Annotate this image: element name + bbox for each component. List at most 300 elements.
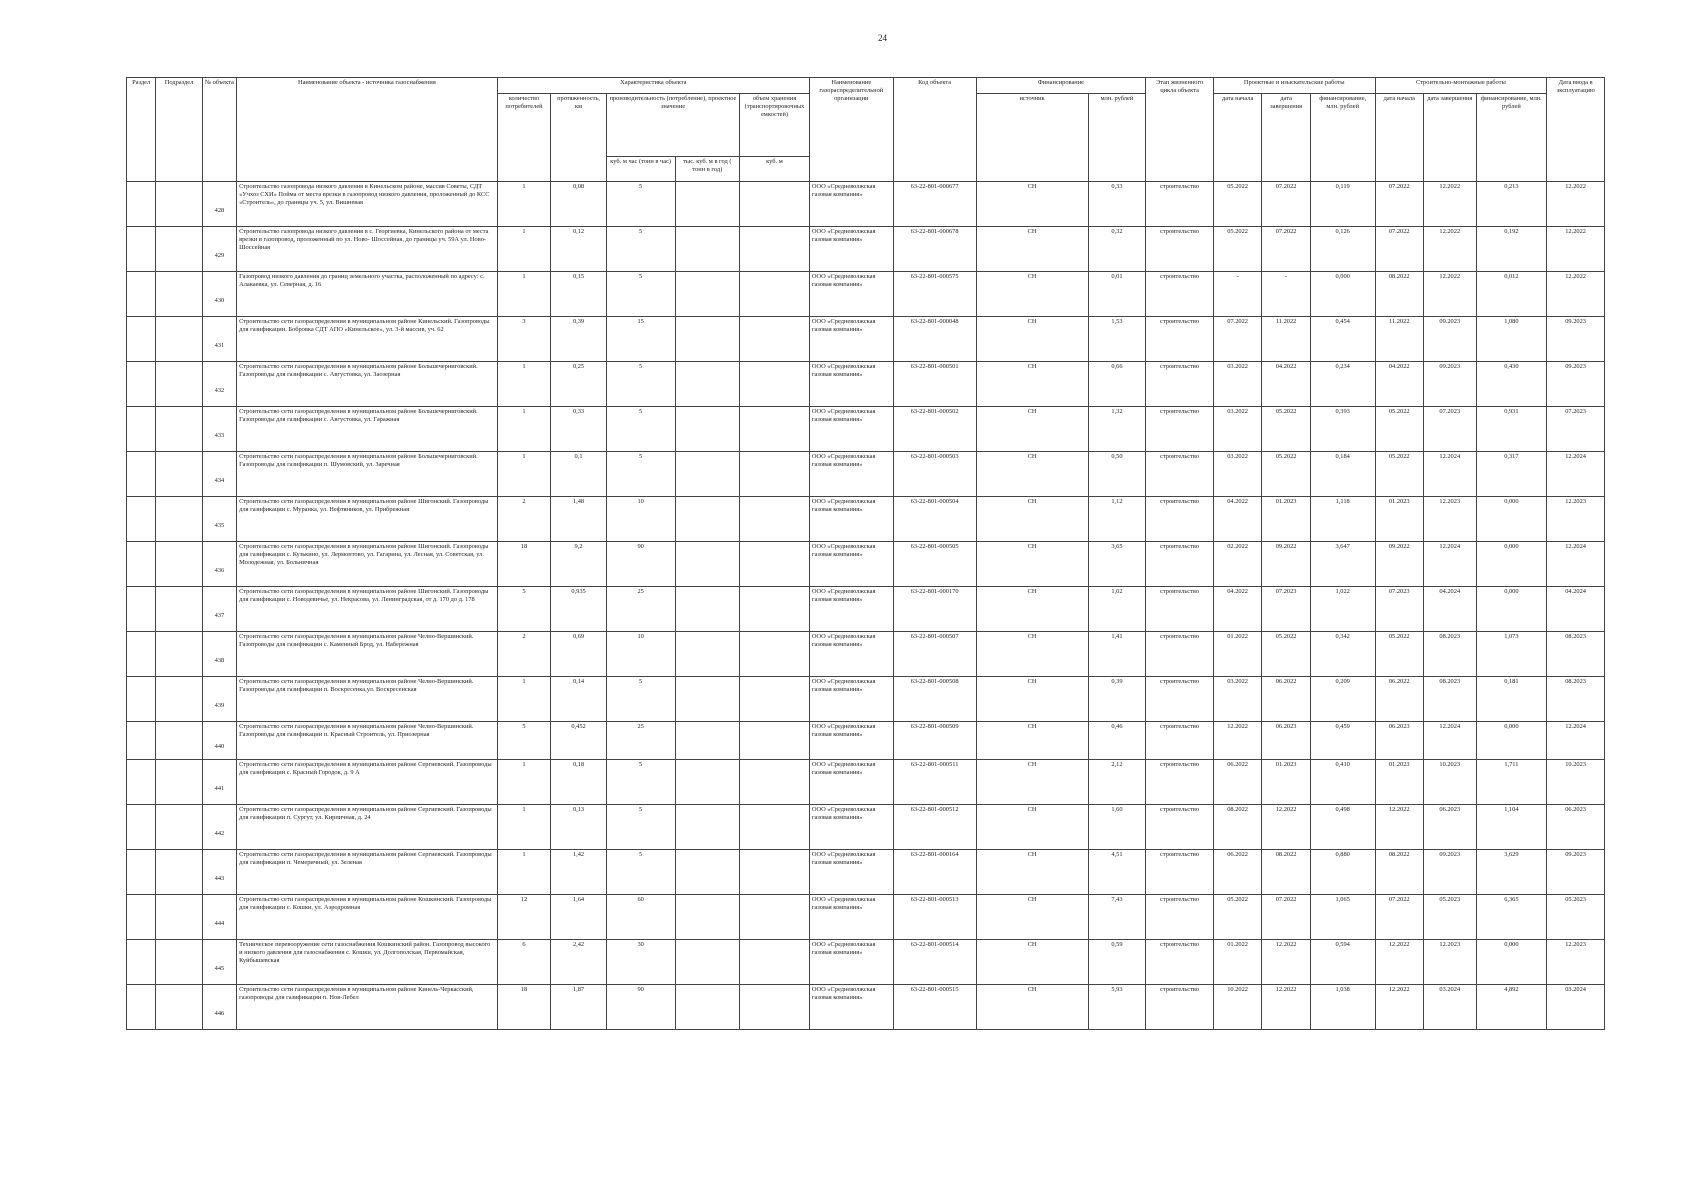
capacity-hour: 30 [606, 940, 675, 985]
object-number: 436 [202, 542, 236, 587]
financing-mln: 1,60 [1088, 805, 1146, 850]
design-start: 10.2022 [1213, 985, 1261, 1030]
header-design-financing: финансирование, млн. рублей [1310, 94, 1375, 182]
design-start: 04.2022 [1213, 587, 1261, 632]
table-row [127, 497, 1605, 542]
commission-date: 09.2023 [1547, 850, 1605, 895]
construction-end: 12.2022 [1424, 227, 1477, 272]
table-row [127, 587, 1605, 632]
object-number: 438 [202, 632, 236, 677]
design-financing: 0,393 [1310, 407, 1375, 452]
design-start: 06.2022 [1213, 760, 1261, 805]
commission-date: 12.2024 [1547, 542, 1605, 587]
object-code: 63-22-801-000502 [893, 407, 976, 452]
object-name: Строительство сети газораспределения в муниципальном районе Шигонский. Газопроводы для газификации с. Муранка, ул. Нефтяников, ул. Прибрежная [237, 497, 498, 542]
capacity-hour: 5 [606, 407, 675, 452]
construction-financing: 0,931 [1476, 407, 1547, 452]
commission-date: 07.2023 [1547, 407, 1605, 452]
consumers-count: 18 [497, 542, 551, 587]
organization-name: ООО «Средневолжская газовая компания» [809, 805, 893, 850]
razdel-cell [127, 407, 156, 452]
financing-mln: 2,12 [1088, 760, 1146, 805]
length-km: 1,48 [551, 497, 607, 542]
capacity-year [675, 362, 740, 407]
header-construction-start: дата начала [1375, 94, 1423, 182]
storage-volume [740, 497, 810, 542]
podrazdel-cell [156, 985, 202, 1030]
header-capacity-year: тыс. куб. м в год ( тонн в год) [675, 157, 740, 182]
lifecycle-stage: строительство [1146, 895, 1214, 940]
object-number: 445 [202, 940, 236, 985]
lifecycle-stage: строительство [1146, 542, 1214, 587]
construction-financing: 0,317 [1476, 452, 1547, 497]
construction-end: 10.2023 [1424, 760, 1477, 805]
financing-mln: 4,51 [1088, 850, 1146, 895]
header-length: протяженность, км [551, 94, 607, 182]
header-construction-works: Строительно-монтажные работы [1375, 78, 1547, 94]
capacity-hour: 25 [606, 722, 675, 760]
object-code: 63-22-801-000677 [893, 182, 976, 227]
design-financing: 0,459 [1310, 722, 1375, 760]
capacity-year [675, 985, 740, 1030]
financing-source: СН [976, 677, 1088, 722]
design-end: - [1262, 272, 1310, 317]
financing-mln: 0,39 [1088, 677, 1146, 722]
object-code: 63-22-801-000501 [893, 362, 976, 407]
razdel-cell [127, 542, 156, 587]
lifecycle-stage: строительство [1146, 407, 1214, 452]
length-km: 0,1 [551, 452, 607, 497]
construction-start: 07.2023 [1375, 587, 1423, 632]
object-code: 63-22-801-000512 [893, 805, 976, 850]
length-km: 0,18 [551, 760, 607, 805]
design-end: 12.2022 [1262, 940, 1310, 985]
length-km: 2,42 [551, 940, 607, 985]
header-storage: объем хранения (транспортировочных емкостей) [740, 94, 810, 157]
consumers-count: 1 [497, 272, 551, 317]
object-code: 63-22-801-000513 [893, 895, 976, 940]
length-km: 0,13 [551, 805, 607, 850]
storage-volume [740, 850, 810, 895]
construction-financing: 0,012 [1476, 272, 1547, 317]
capacity-hour: 5 [606, 850, 675, 895]
razdel-cell [127, 805, 156, 850]
header-storage-unit: куб. м [740, 157, 810, 182]
construction-start: 08.2022 [1375, 272, 1423, 317]
object-number: 440 [202, 722, 236, 760]
design-financing: 0,880 [1310, 850, 1375, 895]
storage-volume [740, 722, 810, 760]
design-end: 07.2022 [1262, 182, 1310, 227]
consumers-count: 1 [497, 677, 551, 722]
consumers-count: 6 [497, 940, 551, 985]
object-code: 63-22-801-000170 [893, 587, 976, 632]
financing-source: СН [976, 985, 1088, 1030]
design-end: 09.2022 [1262, 542, 1310, 587]
object-number: 442 [202, 805, 236, 850]
razdel-cell [127, 182, 156, 227]
length-km: 9,2 [551, 542, 607, 587]
commission-date: 10.2023 [1547, 760, 1605, 805]
razdel-cell [127, 722, 156, 760]
object-number: 446 [202, 985, 236, 1030]
design-end: 05.2022 [1262, 452, 1310, 497]
header-razdel: Раздел [127, 78, 156, 182]
commission-date: 12.2023 [1547, 497, 1605, 542]
table-row [127, 227, 1605, 272]
length-km: 1,87 [551, 985, 607, 1030]
lifecycle-stage: строительство [1146, 272, 1214, 317]
razdel-cell [127, 317, 156, 362]
object-code: 63-22-801-000164 [893, 850, 976, 895]
lifecycle-stage: строительство [1146, 587, 1214, 632]
podrazdel-cell [156, 407, 202, 452]
lifecycle-stage: строительство [1146, 497, 1214, 542]
construction-end: 12.2022 [1424, 182, 1477, 227]
lifecycle-stage: строительство [1146, 677, 1214, 722]
design-end: 11.2022 [1262, 317, 1310, 362]
header-financing: Финансирование [976, 78, 1146, 94]
razdel-cell [127, 940, 156, 985]
capacity-hour: 5 [606, 227, 675, 272]
construction-financing: 1,080 [1476, 317, 1547, 362]
financing-mln: 1,02 [1088, 587, 1146, 632]
object-name: Техническое перевооружение сети газоснабжения Кошкинский район. Газопровод высокого и низкого давления для газоснабжения с. Кошки, ул. Долгополская, Первомайская, Куйбышевская [237, 940, 498, 985]
design-financing: 1,065 [1310, 895, 1375, 940]
storage-volume [740, 940, 810, 985]
construction-financing: 0,000 [1476, 542, 1547, 587]
gasification-table [126, 77, 1605, 1030]
design-financing: 0,594 [1310, 940, 1375, 985]
object-name: Строительство сети газораспределения в муниципальном районе Сергиевский. Газопроводы для газификации п. Сургут, ул. Кирпичная, д. 24 [237, 805, 498, 850]
length-km: 1,42 [551, 850, 607, 895]
header-object-number: № объекта [202, 78, 236, 182]
object-number: 443 [202, 850, 236, 895]
object-name: Газопровод низкого давления до границ земельного участка, расположенный по адресу: с. Алакаевка, ул. Северная, д. 16 [237, 272, 498, 317]
design-financing: 1,118 [1310, 497, 1375, 542]
design-start: 03.2022 [1213, 407, 1261, 452]
construction-financing: 0,430 [1476, 362, 1547, 407]
object-code: 63-22-801-000508 [893, 677, 976, 722]
financing-source: СН [976, 317, 1088, 362]
commission-date: 12.2024 [1547, 452, 1605, 497]
storage-volume [740, 542, 810, 587]
storage-volume [740, 677, 810, 722]
object-name: Строительство сети газораспределения в муниципальном районе Челно-Вершинский. Газопроводы для газификации с. Каменный Брод, ул. Набережная [237, 632, 498, 677]
storage-volume [740, 805, 810, 850]
capacity-year [675, 677, 740, 722]
financing-source: СН [976, 760, 1088, 805]
construction-start: 07.2022 [1375, 895, 1423, 940]
lifecycle-stage: строительство [1146, 940, 1214, 985]
header-design-start: дата начала [1213, 94, 1261, 182]
podrazdel-cell [156, 760, 202, 805]
length-km: 0,15 [551, 272, 607, 317]
construction-financing: 6,365 [1476, 895, 1547, 940]
construction-start: 07.2022 [1375, 227, 1423, 272]
capacity-year [675, 850, 740, 895]
capacity-hour: 5 [606, 272, 675, 317]
commission-date: 12.2022 [1547, 227, 1605, 272]
financing-source: СН [976, 542, 1088, 587]
capacity-year [675, 317, 740, 362]
construction-financing: 1,073 [1476, 632, 1547, 677]
podrazdel-cell [156, 677, 202, 722]
construction-start: 06.2023 [1375, 722, 1423, 760]
construction-end: 05.2023 [1424, 895, 1477, 940]
organization-name: ООО «Средневолжская газовая компания» [809, 272, 893, 317]
length-km: 0,25 [551, 362, 607, 407]
construction-start: 06.2022 [1375, 677, 1423, 722]
consumers-count: 3 [497, 317, 551, 362]
capacity-year [675, 760, 740, 805]
financing-source: СН [976, 722, 1088, 760]
financing-mln: 1,41 [1088, 632, 1146, 677]
podrazdel-cell [156, 227, 202, 272]
razdel-cell [127, 985, 156, 1030]
storage-volume [740, 182, 810, 227]
lifecycle-stage: строительство [1146, 182, 1214, 227]
capacity-hour: 5 [606, 182, 675, 227]
table-row [127, 272, 1605, 317]
construction-start: 12.2022 [1375, 985, 1423, 1030]
construction-end: 12.2023 [1424, 940, 1477, 985]
construction-end: 12.2024 [1424, 722, 1477, 760]
length-km: 0,452 [551, 722, 607, 760]
consumers-count: 12 [497, 895, 551, 940]
consumers-count: 1 [497, 760, 551, 805]
object-code: 63-22-801-000511 [893, 760, 976, 805]
construction-financing: 0,000 [1476, 497, 1547, 542]
razdel-cell [127, 362, 156, 407]
design-start: 07.2022 [1213, 317, 1261, 362]
capacity-hour: 15 [606, 317, 675, 362]
podrazdel-cell [156, 805, 202, 850]
object-name: Строительство сети газораспределения в муниципальном районе Большечерниговский. Газопроводы для газификации п. Шумовский, ул. Заречная [237, 452, 498, 497]
table-row [127, 452, 1605, 497]
table-row [127, 362, 1605, 407]
header-design-end: дата завершения [1262, 94, 1310, 182]
podrazdel-cell [156, 722, 202, 760]
header-organization: Наименование газораспределительной организации [809, 78, 893, 182]
construction-start: 12.2022 [1375, 940, 1423, 985]
object-name: Строительство сети газораспределения в муниципальном районе Челно-Вершинский. Газопроводы для газификации п. Красный Строитель, ул. Приозерная [237, 722, 498, 760]
capacity-year [675, 940, 740, 985]
podrazdel-cell [156, 587, 202, 632]
header-construction-financing: финансирование, млн. рублей [1476, 94, 1547, 182]
podrazdel-cell [156, 497, 202, 542]
header-characteristics: Характеристика объекта [497, 78, 809, 94]
consumers-count: 1 [497, 452, 551, 497]
consumers-count: 18 [497, 985, 551, 1030]
construction-financing: 0,181 [1476, 677, 1547, 722]
podrazdel-cell [156, 362, 202, 407]
construction-financing: 4,892 [1476, 985, 1547, 1030]
consumers-count: 1 [497, 227, 551, 272]
financing-source: СН [976, 227, 1088, 272]
financing-mln: 0,01 [1088, 272, 1146, 317]
razdel-cell [127, 227, 156, 272]
commission-date: 12.2022 [1547, 272, 1605, 317]
object-number: 432 [202, 362, 236, 407]
capacity-hour: 5 [606, 805, 675, 850]
podrazdel-cell [156, 452, 202, 497]
podrazdel-cell [156, 272, 202, 317]
length-km: 0,14 [551, 677, 607, 722]
construction-start: 04.2022 [1375, 362, 1423, 407]
podrazdel-cell [156, 632, 202, 677]
capacity-hour: 5 [606, 362, 675, 407]
table-row [127, 895, 1605, 940]
design-financing: 0,342 [1310, 632, 1375, 677]
design-end: 12.2022 [1262, 985, 1310, 1030]
commission-date: 12.2023 [1547, 940, 1605, 985]
page-number: 24 [878, 33, 887, 43]
construction-financing: 3,629 [1476, 850, 1547, 895]
podrazdel-cell [156, 542, 202, 587]
header-capacity-hour: куб. м час (тонн в час) [606, 157, 675, 182]
organization-name: ООО «Средневолжская газовая компания» [809, 362, 893, 407]
commission-date: 12.2022 [1547, 182, 1605, 227]
razdel-cell [127, 850, 156, 895]
construction-financing: 1,104 [1476, 805, 1547, 850]
construction-start: 08.2022 [1375, 850, 1423, 895]
construction-financing: 0,213 [1476, 182, 1547, 227]
storage-volume [740, 760, 810, 805]
commission-date: 05.2023 [1547, 895, 1605, 940]
table-row [127, 542, 1605, 587]
organization-name: ООО «Средневолжская газовая компания» [809, 985, 893, 1030]
capacity-year [675, 895, 740, 940]
financing-mln: 0,66 [1088, 362, 1146, 407]
commission-date: 09.2023 [1547, 362, 1605, 407]
construction-end: 03.2024 [1424, 985, 1477, 1030]
capacity-hour: 10 [606, 497, 675, 542]
design-start: 02.2022 [1213, 542, 1261, 587]
construction-end: 12.2023 [1424, 497, 1477, 542]
construction-start: 05.2022 [1375, 407, 1423, 452]
construction-start: 09.2022 [1375, 542, 1423, 587]
design-start: 03.2022 [1213, 452, 1261, 497]
construction-end: 09.2023 [1424, 362, 1477, 407]
consumers-count: 1 [497, 407, 551, 452]
object-code: 63-22-801-000048 [893, 317, 976, 362]
lifecycle-stage: строительство [1146, 362, 1214, 407]
design-end: 12.2022 [1262, 805, 1310, 850]
construction-end: 12.2022 [1424, 272, 1477, 317]
capacity-hour: 25 [606, 587, 675, 632]
design-end: 05.2022 [1262, 407, 1310, 452]
financing-source: СН [976, 587, 1088, 632]
razdel-cell [127, 587, 156, 632]
object-code: 63-22-801-000678 [893, 227, 976, 272]
financing-mln: 1,32 [1088, 407, 1146, 452]
organization-name: ООО «Средневолжская газовая компания» [809, 497, 893, 542]
table-row [127, 985, 1605, 1030]
construction-financing: 0,000 [1476, 940, 1547, 985]
design-end: 05.2022 [1262, 632, 1310, 677]
capacity-hour: 90 [606, 985, 675, 1030]
capacity-year [675, 182, 740, 227]
financing-source: СН [976, 272, 1088, 317]
table-row [127, 632, 1605, 677]
object-number: 441 [202, 760, 236, 805]
design-financing: 0,234 [1310, 362, 1375, 407]
construction-end: 04.2024 [1424, 587, 1477, 632]
commission-date: 12.2024 [1547, 722, 1605, 760]
razdel-cell [127, 677, 156, 722]
construction-end: 07.2023 [1424, 407, 1477, 452]
capacity-year [675, 722, 740, 760]
storage-volume [740, 272, 810, 317]
capacity-year [675, 407, 740, 452]
financing-source: СН [976, 407, 1088, 452]
financing-mln: 7,43 [1088, 895, 1146, 940]
object-number: 444 [202, 895, 236, 940]
commission-date: 06.2023 [1547, 805, 1605, 850]
financing-mln: 1,12 [1088, 497, 1146, 542]
construction-end: 09.2023 [1424, 850, 1477, 895]
design-start: 05.2022 [1213, 182, 1261, 227]
storage-volume [740, 317, 810, 362]
table-row [127, 722, 1605, 760]
object-number: 437 [202, 587, 236, 632]
consumers-count: 1 [497, 805, 551, 850]
consumers-count: 5 [497, 587, 551, 632]
commission-date: 03.2024 [1547, 985, 1605, 1030]
header-mln-rub: млн. рублей [1088, 94, 1146, 182]
construction-end: 06.2023 [1424, 805, 1477, 850]
razdel-cell [127, 452, 156, 497]
financing-source: СН [976, 497, 1088, 542]
financing-mln: 5,93 [1088, 985, 1146, 1030]
construction-start: 12.2022 [1375, 805, 1423, 850]
razdel-cell [127, 760, 156, 805]
table-row [127, 850, 1605, 895]
organization-name: ООО «Средневолжская газовая компания» [809, 407, 893, 452]
design-end: 07.2023 [1262, 587, 1310, 632]
table-row [127, 940, 1605, 985]
design-financing: 1,022 [1310, 587, 1375, 632]
financing-mln: 3,65 [1088, 542, 1146, 587]
commission-date: 08.2023 [1547, 677, 1605, 722]
header-construction-end: дата завершения [1424, 94, 1477, 182]
object-number: 429 [202, 227, 236, 272]
design-financing: 0,209 [1310, 677, 1375, 722]
object-number: 439 [202, 677, 236, 722]
design-end: 07.2022 [1262, 227, 1310, 272]
design-financing: 0,126 [1310, 227, 1375, 272]
capacity-year [675, 542, 740, 587]
financing-source: СН [976, 850, 1088, 895]
object-code: 63-22-801-000505 [893, 542, 976, 587]
financing-source: СН [976, 362, 1088, 407]
construction-start: 01.2023 [1375, 497, 1423, 542]
object-name: Строительство сети газораспределения в муниципальном районе Сергиевский. Газопроводы для газификации с. Красный Городок, д. 9 А [237, 760, 498, 805]
object-name: Строительство сети газораспределения в муниципальном районе Кинельский. Газопроводы для газификации. Бобровка СДТ АПО «Кинельское», ул. 3-й массив, уч. 62 [237, 317, 498, 362]
podrazdel-cell [156, 850, 202, 895]
razdel-cell [127, 895, 156, 940]
design-financing: 0,498 [1310, 805, 1375, 850]
table-row [127, 407, 1605, 452]
lifecycle-stage: строительство [1146, 850, 1214, 895]
consumers-count: 1 [497, 362, 551, 407]
header-object-name: Наименование объекта - источника газоснабжения [237, 78, 498, 182]
length-km: 0,935 [551, 587, 607, 632]
object-number: 428 [202, 182, 236, 227]
design-financing: 0,184 [1310, 452, 1375, 497]
storage-volume [740, 407, 810, 452]
